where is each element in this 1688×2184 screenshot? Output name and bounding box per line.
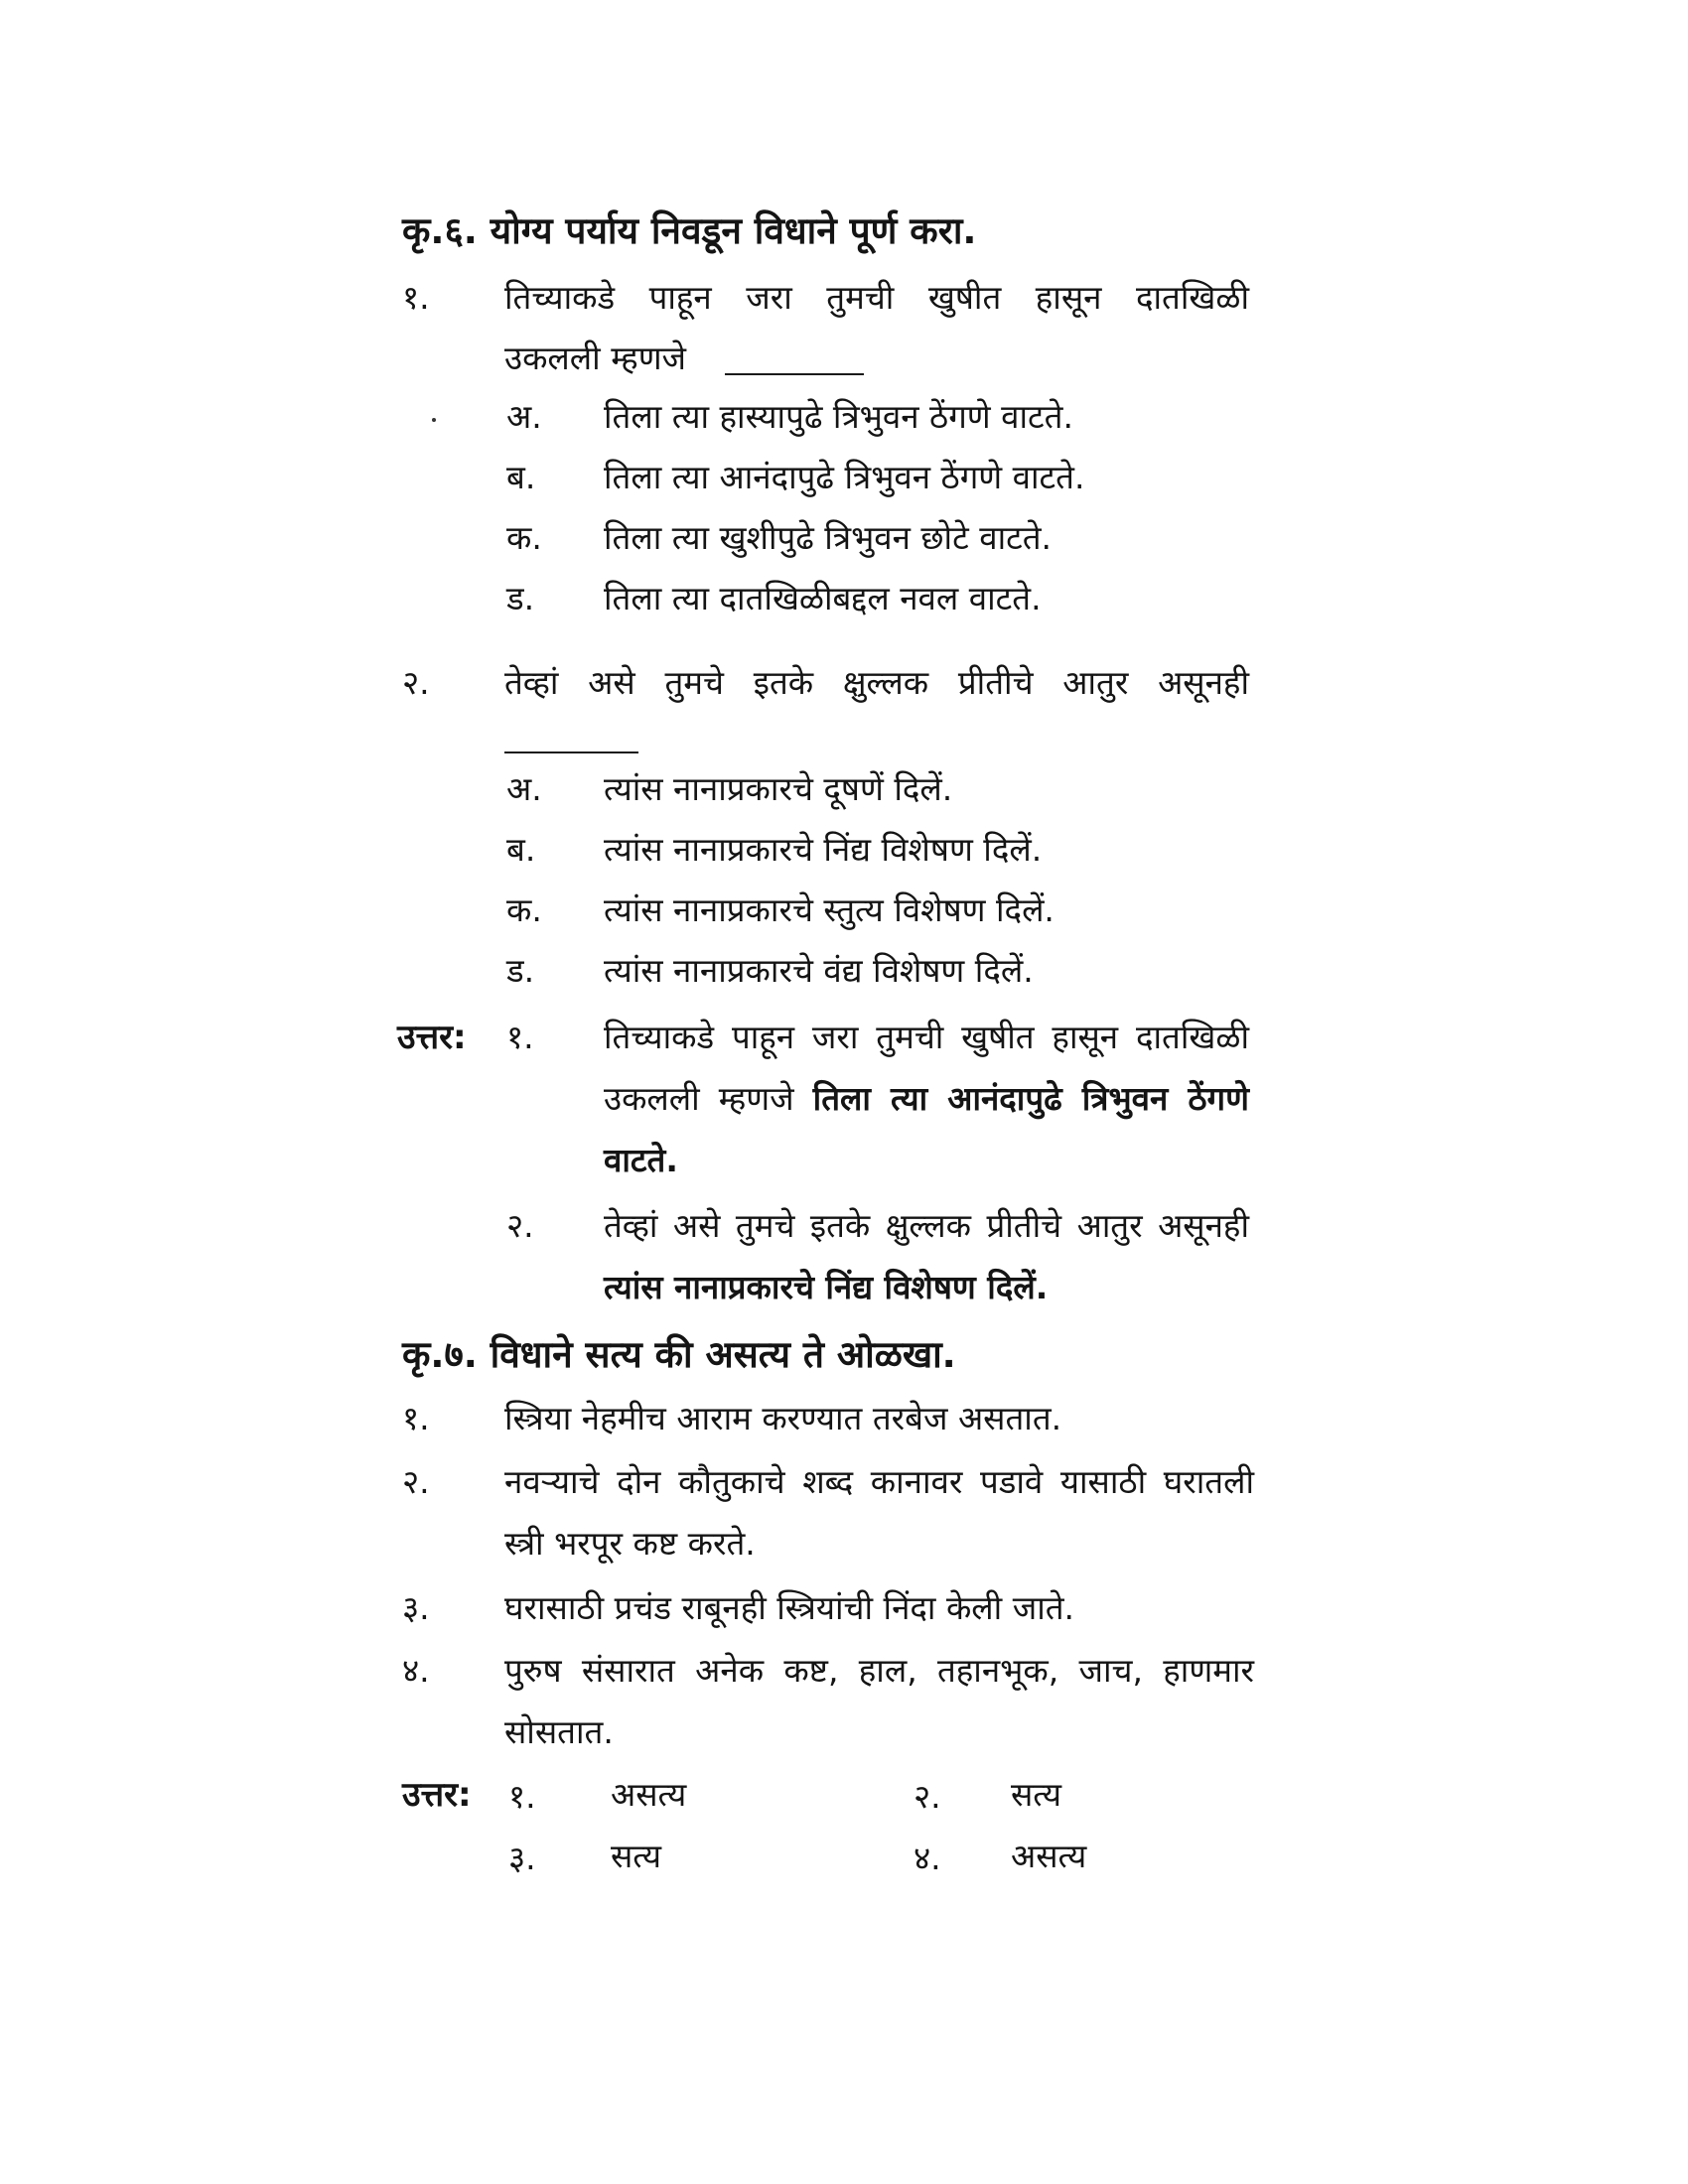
- q7-answer-2-value: सत्य: [1011, 1775, 1062, 1814]
- q7-answer-3-number: ३.: [508, 1839, 536, 1877]
- q6-item-1-option-d-letter: ड.: [506, 579, 535, 617]
- q7-answer-4-number: ४.: [914, 1839, 941, 1877]
- q7-answer-3-value: सत्य: [611, 1837, 662, 1875]
- q6-answer-label: उत्तर:: [397, 1018, 467, 1057]
- q6-item-2-option-c-letter: क.: [506, 890, 542, 929]
- q6-item-1-option-b: तिला त्या आनंदापुढे त्रिभुवन ठेंगणे वाटते.: [604, 458, 1085, 496]
- q7-item-4-number: ४.: [402, 1651, 430, 1690]
- q6-answer-2-bold: त्यांस नानाप्रकारचे निंद्य विशेषण दिलें.: [604, 1268, 1049, 1306]
- q7-item-2-number: २.: [402, 1462, 430, 1501]
- q7-item-4-text: पुरुष संसारात अनेक कष्ट, हाल, तहानभूक, जाच, हाणमार सोसतात.: [504, 1651, 1254, 1751]
- q7-item-3-number: ३.: [402, 1588, 430, 1627]
- fill-in-blank: [725, 373, 864, 375]
- q6-item-1-option-d: तिला त्या दातखिळीबद्दल नवल वाटते.: [604, 579, 1042, 617]
- q7-answer-label: उत्तर:: [402, 1775, 472, 1815]
- q7-answer-2-number: २.: [914, 1777, 941, 1816]
- q6-item-1-option-a-letter: अ.: [506, 397, 542, 436]
- q7-item-2-text: नवऱ्याचे दोन कौतुकाचे शब्द कानावर पडावे यासाठी घरातली स्त्री भरपूर कष्ट करते.: [504, 1462, 1254, 1563]
- q7-item-1-number: १.: [402, 1399, 430, 1437]
- q6-heading: कृ.६. योग्य पर्याय निवडून विधाने पूर्ण करा.: [402, 209, 977, 252]
- q6-item-2-option-a: त्यांस नानाप्रकारचे दूषणें दिलें.: [604, 769, 953, 808]
- q6-item-1-option-c: तिला त्या खुशीपुढे त्रिभुवन छोटे वाटते.: [604, 518, 1053, 557]
- q7-item-1-text: स्त्रिया नेहमीच आराम करण्यात तरबेज असतात.: [504, 1399, 1062, 1437]
- q6-answer-2-plain: तेव्हां असे तुमचे इतके क्षुल्लक प्रीतीचे आतुर असूनही: [604, 1206, 1249, 1245]
- fill-in-blank: [504, 751, 638, 753]
- q6-answer-1-number: १.: [506, 1018, 534, 1056]
- q6-item-1-option-b-letter: ब.: [506, 458, 536, 496]
- q7-heading: कृ.७. विधाने सत्य की असत्य ते ओळखा.: [402, 1333, 956, 1376]
- q7-item-3-text: घरासाठी प्रचंड राबूनही स्त्रियांची निंदा केली जाते.: [504, 1588, 1075, 1627]
- q6-answer-1-text: [604, 1007, 1249, 1191]
- q7-answer-4-value: असत्य: [1011, 1837, 1087, 1875]
- q6-item-2-number: २.: [402, 663, 430, 702]
- q6-item-1-option-a: तिला त्या हास्यापुढे त्रिभुवन ठेंगणे वाटते.: [604, 397, 1073, 436]
- q6-item-2-option-b-letter: ब.: [506, 830, 536, 869]
- q7-answer-1-value: असत्य: [611, 1775, 687, 1814]
- q6-item-2-line1: तेव्हां असे तुमचे इतके क्षुल्लक प्रीतीचे आतुर असूनही: [504, 663, 1249, 702]
- q6-item-2-option-d-letter: ड.: [506, 951, 535, 990]
- q6-item-1-line2: उकलली म्हणजे: [504, 339, 687, 377]
- stray-mark: [432, 418, 436, 422]
- q6-item-2-option-a-letter: अ.: [506, 769, 542, 808]
- q6-item-2-option-d: त्यांस नानाप्रकारचे वंद्य विशेषण दिलें.: [604, 951, 1034, 990]
- q7-answer-1-number: १.: [508, 1777, 536, 1816]
- q6-item-2-option-b: त्यांस नानाप्रकारचे निंद्य विशेषण दिलें.: [604, 830, 1043, 869]
- q6-item-1-option-c-letter: क.: [506, 518, 542, 557]
- q6-item-2-option-c: त्यांस नानाप्रकारचे स्तुत्य विशेषण दिलें.: [604, 890, 1055, 929]
- q6-answer-2-text: [604, 1195, 1249, 1318]
- q6-answer-1-plain: तिच्याकडे पाहून जरा तुमची खुषीत हासून दातखिळी उकलली म्हणजे: [604, 1018, 1249, 1118]
- q6-answer-1-bold: तिला त्या आनंदापुढे त्रिभुवन ठेंगणे वाटते.: [604, 1079, 1249, 1179]
- q6-answer-2-number: २.: [506, 1206, 534, 1245]
- q6-item-1-number: १.: [402, 278, 430, 317]
- q6-item-1-line1: तिच्याकडे पाहून जरा तुमची खुषीत हासून दातखिळी: [504, 278, 1249, 317]
